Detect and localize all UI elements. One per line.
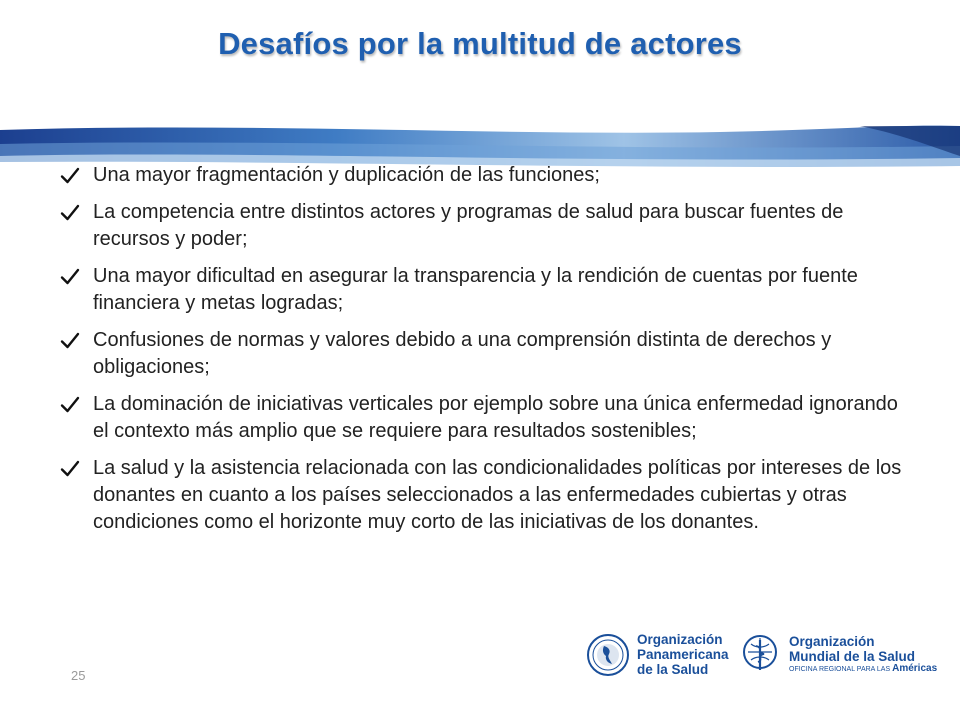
paho-logo-text	[637, 632, 729, 677]
who-line-2: Mundial de la Salud	[789, 648, 916, 664]
who-sub-bold: Américas	[892, 662, 938, 674]
paho-line-1: Organización	[637, 632, 723, 647]
checkmark-icon	[60, 203, 80, 223]
who-emblem-icon	[738, 632, 782, 676]
bullet-text: La dominación de iniciativas verticales por ejemplo sobre una única enfermedad ignorando el contexto más amplio que se requiere para resultados sostenibles;	[93, 393, 898, 442]
who-logo	[738, 632, 937, 676]
bullet-text: Una mayor fragmentación y duplicación de las funciones;	[93, 164, 600, 186]
bullet-item	[60, 391, 910, 445]
slide-title: Desafíos por la multitud de actores	[218, 26, 742, 61]
page-number: 25	[71, 668, 86, 683]
paho-line-2: Panamericana	[637, 647, 729, 662]
paho-logo	[586, 632, 729, 677]
bullet-item	[60, 327, 910, 381]
who-sub-text: OFICINA REGIONAL PARA LAS	[789, 665, 891, 673]
bullet-text: La salud y la asistencia relacionada con las condicionalidades políticas por intereses de los donantes en cuanto a los países seleccionados a las enfermedades cubiertas y otras condiciones como el horizonte muy corto de las iniciativas de los donantes.	[93, 457, 902, 533]
bullet-text: La competencia entre distintos actores y programas de salud para buscar fuentes de recursos y poder;	[93, 201, 844, 250]
who-subtitle	[789, 664, 937, 675]
bullet-item	[60, 199, 910, 253]
checkmark-icon	[60, 459, 80, 479]
bullet-item	[60, 455, 910, 536]
checkmark-icon	[60, 395, 80, 415]
checkmark-icon	[60, 331, 80, 351]
who-line-1: Organización	[789, 633, 875, 649]
bullet-item	[60, 162, 910, 189]
who-logo-text	[789, 634, 937, 675]
bullet-list	[60, 162, 910, 546]
bullet-text: Confusiones de normas y valores debido a una comprensión distinta de derechos y obligaciones;	[93, 329, 832, 378]
checkmark-icon	[60, 166, 80, 186]
paho-emblem-icon	[586, 633, 630, 677]
checkmark-icon	[60, 267, 80, 287]
bullet-text: Una mayor dificultad en asegurar la transparencia y la rendición de cuentas por fuente financiera y metas logradas;	[93, 265, 858, 314]
paho-line-3: de la Salud	[637, 662, 709, 677]
bullet-item	[60, 263, 910, 317]
